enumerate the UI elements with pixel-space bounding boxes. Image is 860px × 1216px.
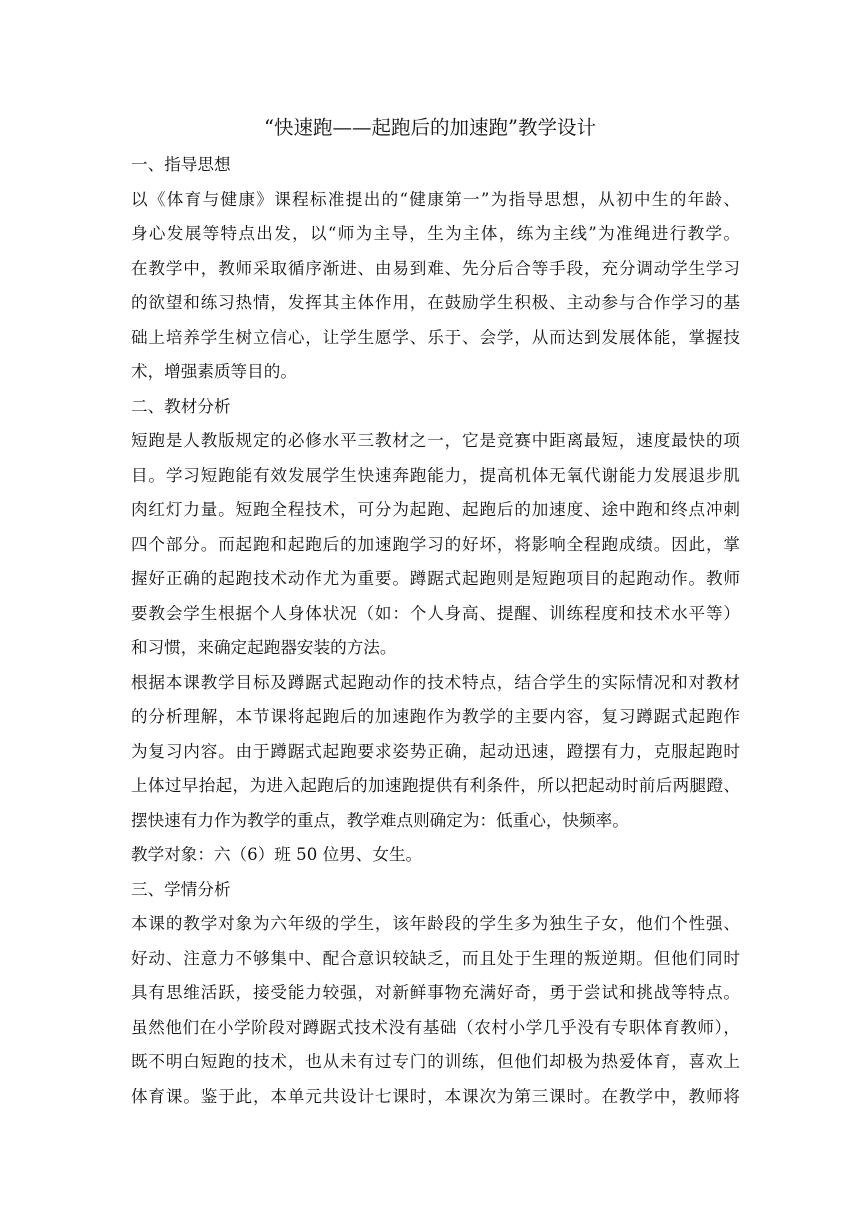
paragraph-line: 的分析理解，本节课将起跑后的加速跑作为教学的主要内容，复习蹲踞式起跑作 xyxy=(131,707,740,726)
section-heading: 二、教材分析 xyxy=(131,396,231,416)
paragraph-line: 教学对象：六（6）班 50 位男、女生。 xyxy=(131,845,423,864)
paragraph-line: 础上培养学生树立信心，让学生愿学、乐于、会学，从而达到发展体能，掌握技 xyxy=(131,327,740,347)
paragraph-line: 目。学习短跑能有效发展学生快速奔跑能力，提高机体无氧代谢能力发展退步肌 xyxy=(131,465,740,485)
paragraph-line: 身心发展等特点出发，以“师为主导，生为主体，练为主线”为准绳进行教学。 xyxy=(131,224,740,243)
paragraph-line: 虽然他们在小学阶段对蹲踞式技术没有基础（农村小学几乎没有专职体育教师）， xyxy=(131,1017,740,1037)
paragraph-line: 以《体育与健康》课程标准提出的“健康第一”为指导思想，从初中生的年龄、 xyxy=(131,189,740,209)
paragraph-line: 摆快速有力作为教学的重点，教学难点则确定为：低重心，快频率。 xyxy=(131,810,629,830)
paragraph-line: 和习惯，来确定起跑器安装的方法。 xyxy=(131,638,397,657)
paragraph-line: 体育课。鉴于此，本单元共设计七课时，本课次为第三课时。在教学中，教师将 xyxy=(131,1086,740,1106)
paragraph-line: 具有思维活跃，接受能力较强，对新鲜事物充满好奇，勇于尝试和挑战等特点。 xyxy=(131,983,740,1002)
paragraph-line: 四个部分。而起跑和起跑后的加速跑学习的好坏，将影响全程跑成绩。因此，掌 xyxy=(131,534,740,554)
paragraph-line: 为复习内容。由于蹲踞式起跑要求姿势正确，起动迅速，蹬摆有力，克服起跑时 xyxy=(131,741,740,761)
paragraph-line: 上体过早抬起，为进入起跑后的加速跑提供有利条件，所以把起动时前后两腿蹬、 xyxy=(131,776,740,795)
paragraph-line: 好动、注意力不够集中、配合意识较缺乏，而且处于生理的叛逆期。但他们同时 xyxy=(131,948,740,968)
section-heading: 一、指导思想 xyxy=(131,155,231,174)
paragraph-line: 根据本课教学目标及蹲踞式起跑动作的技术特点，结合学生的实际情况和对教材 xyxy=(131,672,740,692)
paragraph-line: 在教学中，教师采取循序渐进、由易到难、先分后合等手段，充分调动学生学习 xyxy=(131,258,740,278)
paragraph-line: 术，增强素质等目的。 xyxy=(131,362,297,381)
paragraph-line: 握好正确的起跑技术动作尤为重要。蹲踞式起跑则是短跑项目的起跑动作。教师 xyxy=(131,569,740,588)
paragraph-line: 短跑是人教版规定的必修水平三教材之一，它是竞赛中距离最短，速度最快的项 xyxy=(131,431,740,450)
paragraph-line: 肉红灯力量。短跑全程技术，可分为起跑、起跑后的加速度、途中跑和终点冲刺 xyxy=(131,500,740,519)
paragraph-line: 既不明白短跑的技术，也从未有过专门的训练，但他们却极为热爱体育，喜欢上 xyxy=(131,1052,740,1071)
paragraph-line: 本课的教学对象为六年级的学生，该年龄段的学生多为独生子女，他们个性强、 xyxy=(131,914,740,933)
paragraph-line: 要教会学生根据个人身体状况（如：个人身高、提醒、训练程度和技术水平等） xyxy=(131,603,740,623)
section-heading: 三、学情分析 xyxy=(131,879,231,899)
paragraph-line: 的欲望和练习热情，发挥其主体作用，在鼓励学生积极、主动参与合作学习的基 xyxy=(131,293,740,312)
document-title: “快速跑——起跑后的加速跑”教学设计 xyxy=(264,116,596,139)
